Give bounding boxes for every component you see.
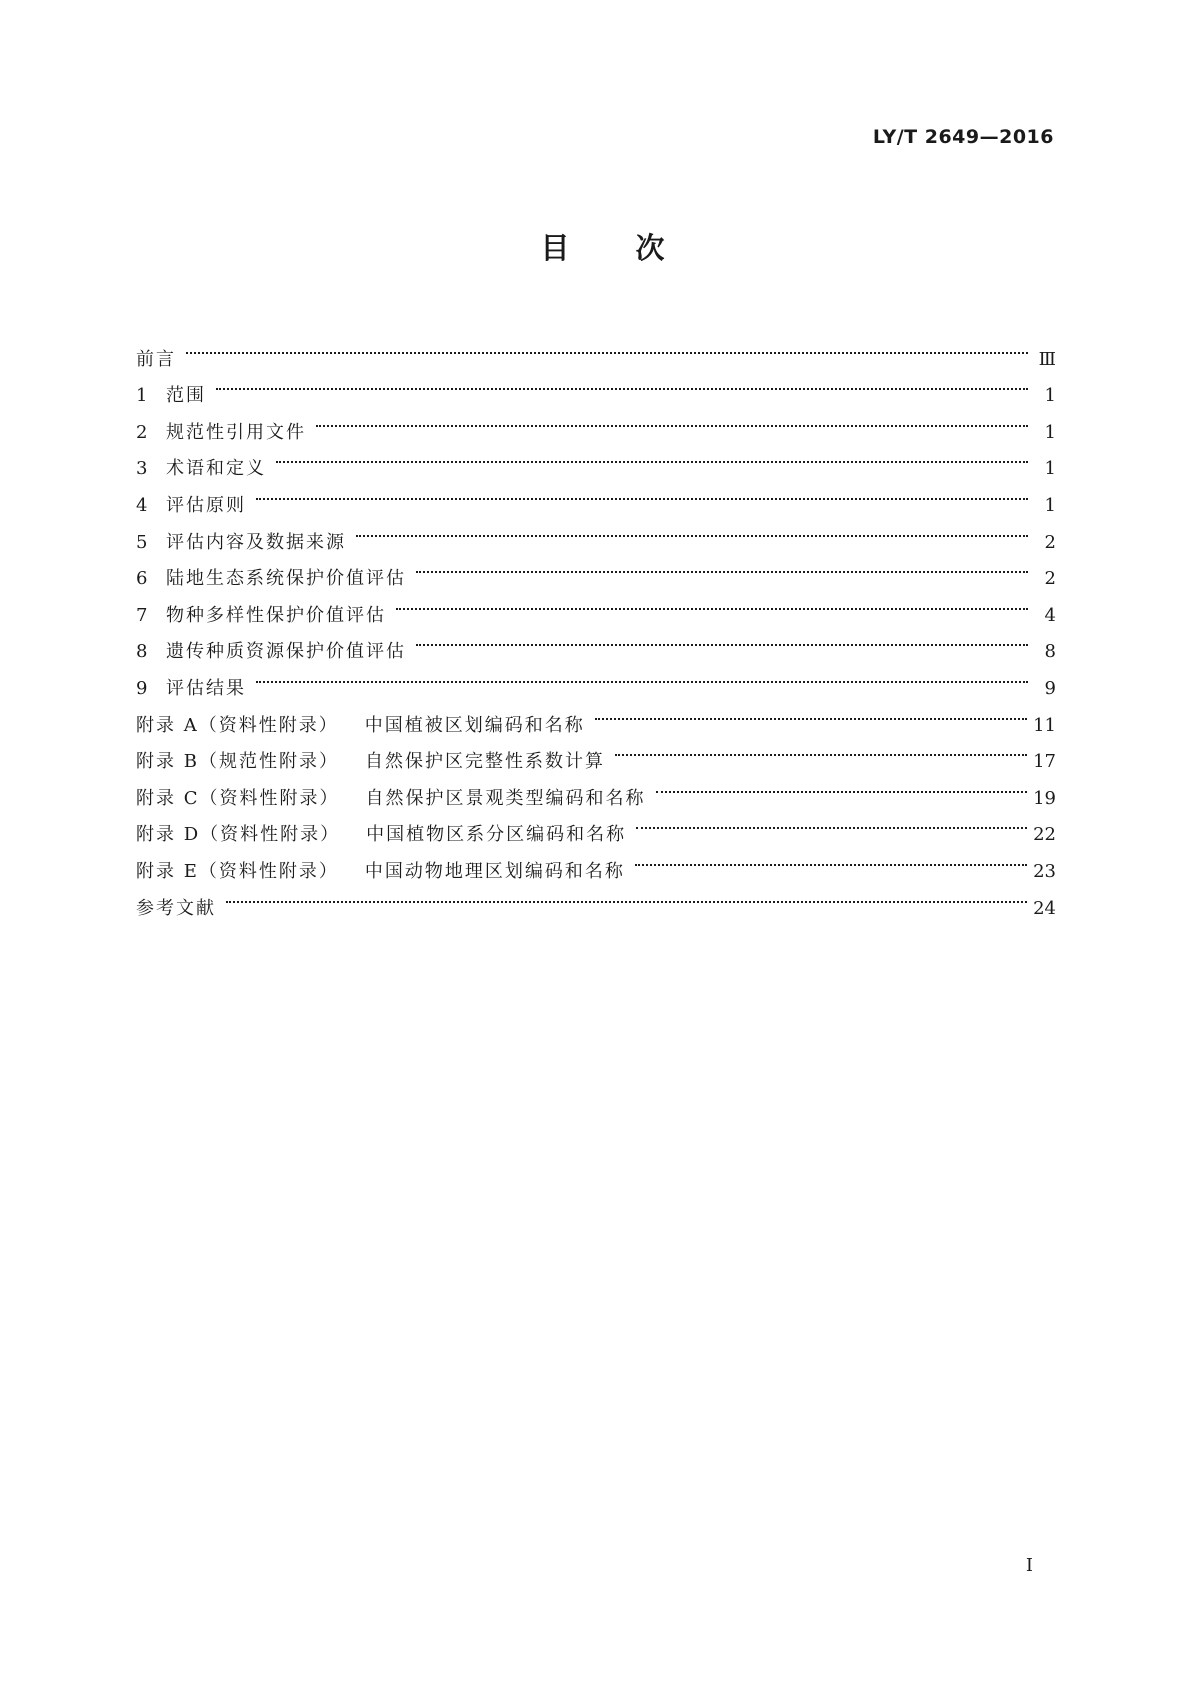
toc-entry-leader-dots: [656, 767, 1028, 804]
toc-entry-page-number: 2: [1044, 531, 1056, 553]
toc-entry-title: 中国植被区划编码和名称: [364, 714, 585, 736]
toc-entry-page-number: 1: [1044, 494, 1056, 516]
toc-entry-annex-label: 附录 A（资料性附录）: [136, 714, 339, 736]
toc-entry-page-number: 9: [1044, 677, 1056, 699]
toc-entry-page-number: 8: [1044, 641, 1056, 663]
toc-entry-leader-dots: [416, 621, 1028, 658]
toc-entry-page-number: 4: [1044, 604, 1056, 626]
toc-entry-title: 参考文献: [136, 897, 216, 919]
toc-entry-title: 陆地生态系统保护价值评估: [166, 568, 406, 590]
toc-entry[interactable]: [136, 877, 1056, 919]
toc-entry-page-number: 17: [1033, 751, 1056, 773]
toc-entry-title: 评估结果: [166, 677, 246, 699]
toc-entry-title: 评估内容及数据来源: [166, 531, 346, 553]
toc-entry-leader-dots: [615, 731, 1027, 768]
toc-entry[interactable]: [136, 657, 1056, 699]
toc-entry-title: 物种多样性保护价值评估: [166, 604, 386, 626]
toc-entry-leader-dots: [356, 511, 1028, 548]
toc-entry-number: 8: [136, 641, 148, 663]
toc-entry-leader-dots: [636, 804, 1027, 841]
toc-entry-annex-label: 附录 B（规范性附录）: [136, 751, 339, 773]
toc-entry-number: 7: [136, 604, 148, 626]
toc-entry-number: 4: [136, 494, 148, 516]
toc-entry-leader-dots: [396, 584, 1028, 621]
table-of-contents: [136, 328, 1056, 919]
toc-entry-page-number: 1: [1044, 421, 1056, 443]
toc-entry-number: 5: [136, 531, 148, 553]
toc-entry-leader-dots: [316, 401, 1028, 438]
toc-entry-leader-dots: [256, 657, 1028, 694]
toc-entry-page-number: 23: [1033, 860, 1056, 882]
toc-entry-title: 术语和定义: [166, 458, 266, 480]
toc-entry-leader-dots: [276, 438, 1028, 475]
toc-entry-page-number: 19: [1033, 787, 1056, 809]
toc-entry-page-number: 11: [1033, 714, 1056, 736]
toc-entry[interactable]: [136, 694, 1056, 736]
toc-entry-annex-label: 附录 E（资料性附录）: [136, 860, 339, 882]
toc-entry-leader-dots: [635, 840, 1027, 877]
toc-entry-leader-dots: [226, 877, 1027, 914]
toc-entry-annex-label: 附录 C（资料性附录）: [136, 787, 340, 809]
toc-entry-title: 范围: [166, 385, 206, 407]
toc-entry-page-number: 1: [1044, 385, 1056, 407]
toc-entry-number: 1: [136, 385, 148, 407]
toc-entry-number: 3: [136, 458, 148, 480]
toc-entry[interactable]: [136, 328, 1056, 370]
toc-entry-leader-dots: [256, 474, 1028, 511]
toc-entry-title: 遗传种质资源保护价值评估: [166, 641, 406, 663]
toc-entry-number: 6: [136, 568, 148, 590]
toc-entry[interactable]: [136, 401, 1056, 443]
toc-entry-title: 前言: [136, 348, 176, 370]
toc-entry-page-number: 1: [1044, 458, 1056, 480]
toc-entry-page-number: 24: [1033, 897, 1056, 919]
document-code: LY/T 2649—2016: [872, 126, 1054, 148]
toc-entry-number: 9: [136, 677, 148, 699]
toc-entry[interactable]: [136, 474, 1056, 516]
toc-title: 目次: [540, 231, 731, 265]
toc-entry-leader-dots: [416, 548, 1028, 585]
toc-entry-title: 自然保护区完整性系数计算: [364, 751, 605, 773]
page-number: I: [1025, 1555, 1033, 1576]
toc-entry-title: 中国动物地理区划编码和名称: [364, 860, 625, 882]
toc-entry-page-number: 22: [1033, 824, 1056, 846]
toc-entry-leader-dots: [595, 694, 1027, 731]
toc-entry-leader-dots: [186, 328, 1028, 365]
toc-entry-number: 2: [136, 421, 148, 443]
toc-entry-leader-dots: [216, 365, 1028, 402]
toc-entry-title: 规范性引用文件: [166, 421, 306, 443]
toc-entry-annex-label: 附录 D（资料性附录）: [136, 824, 341, 846]
toc-entry-title: 中国植物区系分区编码和名称: [366, 824, 627, 846]
toc-entry-title: 评估原则: [166, 494, 246, 516]
toc-entry[interactable]: [136, 511, 1056, 553]
toc-entry[interactable]: [136, 365, 1056, 407]
toc-entry-page-number: Ⅲ: [1038, 348, 1056, 370]
toc-entry-title: 自然保护区景观类型编码和名称: [365, 787, 646, 809]
toc-entry-page-number: 2: [1044, 568, 1056, 590]
